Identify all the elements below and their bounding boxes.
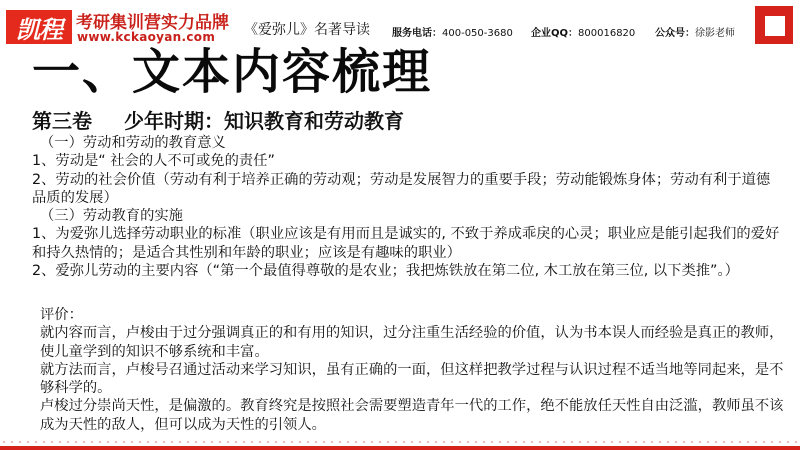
qq-info: [531, 24, 635, 39]
header: [0, 0, 800, 48]
evaluation-label: 评价：: [40, 307, 83, 323]
phone-label: 服务电话：: [392, 28, 442, 39]
content-line: 1、劳动是“ 社会的人不可或免的责任”: [32, 153, 275, 170]
content-line: 2、劳动的社会价值（劳动有利于培养正确的劳动观；劳动是发展智力的重要手段；劳动能锻炼身体；劳动有利于道德品质的发展）: [32, 171, 771, 206]
page-title: 一、文本内容梳理: [32, 44, 433, 100]
content-line: 2、爱弥儿劳动的主要内容（“第一个最值得尊敬的是农业；我把炼铁放在第二位, 木工放在第三位, 以下类推”。）: [32, 263, 739, 280]
content-line: （三）劳动教育的实施: [40, 208, 183, 225]
evaluation-section: [40, 306, 788, 434]
section-subtitle: [32, 105, 404, 134]
logo-text: 凯程: [16, 15, 62, 44]
evaluation-paragraph: 就方法而言，卢梭号召通过活动来学习知识，虽有正确的一面，但这样把教学过程与认识过程不适当地等同起来，是不够科学的。: [40, 361, 784, 397]
content-body: [32, 134, 784, 280]
content-line: （一）劳动和劳动的教育意义: [40, 135, 226, 151]
corner-square-icon: [755, 6, 793, 44]
bottom-decoration: [0, 438, 800, 446]
volume-label: 第三卷: [32, 109, 92, 133]
qq-number: 800016820: [578, 28, 636, 39]
topic-label: 少年时期：知识教育和劳动教育: [124, 109, 404, 133]
phone-info: [392, 24, 513, 39]
brand-url: www.kckaoyan.com: [77, 30, 216, 44]
brand-name: 考研集训营实力品牌: [76, 13, 229, 33]
book-title: 《爱弥儿》名著导读: [244, 22, 370, 38]
phone-number: 400-050-3680: [442, 28, 513, 39]
qq-label: 企业QQ：: [531, 28, 579, 39]
evaluation-paragraph: 就内容而言，卢梭由于过分强调真正的和有用的知识，过分注重生活经验的价值，认为书本误人而经验是真正的教师，使儿童学到的知识不够系统和丰富。: [40, 325, 784, 360]
wechat-info: [655, 24, 735, 39]
content-line: 1、为爱弥儿选择劳动职业的标准（职业应该是有用而且是诚实的, 不致于养成乖戾的心灵；职业应是能引起我们的爱好和持久热情的；是适合其性别和年龄的职业；应该是有趣味的职业）: [32, 226, 780, 261]
wechat-label: 公众号：: [655, 28, 695, 39]
bottom-bar: [0, 446, 800, 450]
wechat-account: 徐影老师: [695, 28, 735, 39]
evaluation-paragraph: 卢梭过分崇尚天性，是偏激的。教育终究是按照社会需要塑造青年一代的工作，绝不能放任天性自由泛滥，教师虽不该成为天性的敌人，但可以成为天性的引领人。: [40, 398, 784, 433]
brand-logo: [6, 10, 72, 44]
